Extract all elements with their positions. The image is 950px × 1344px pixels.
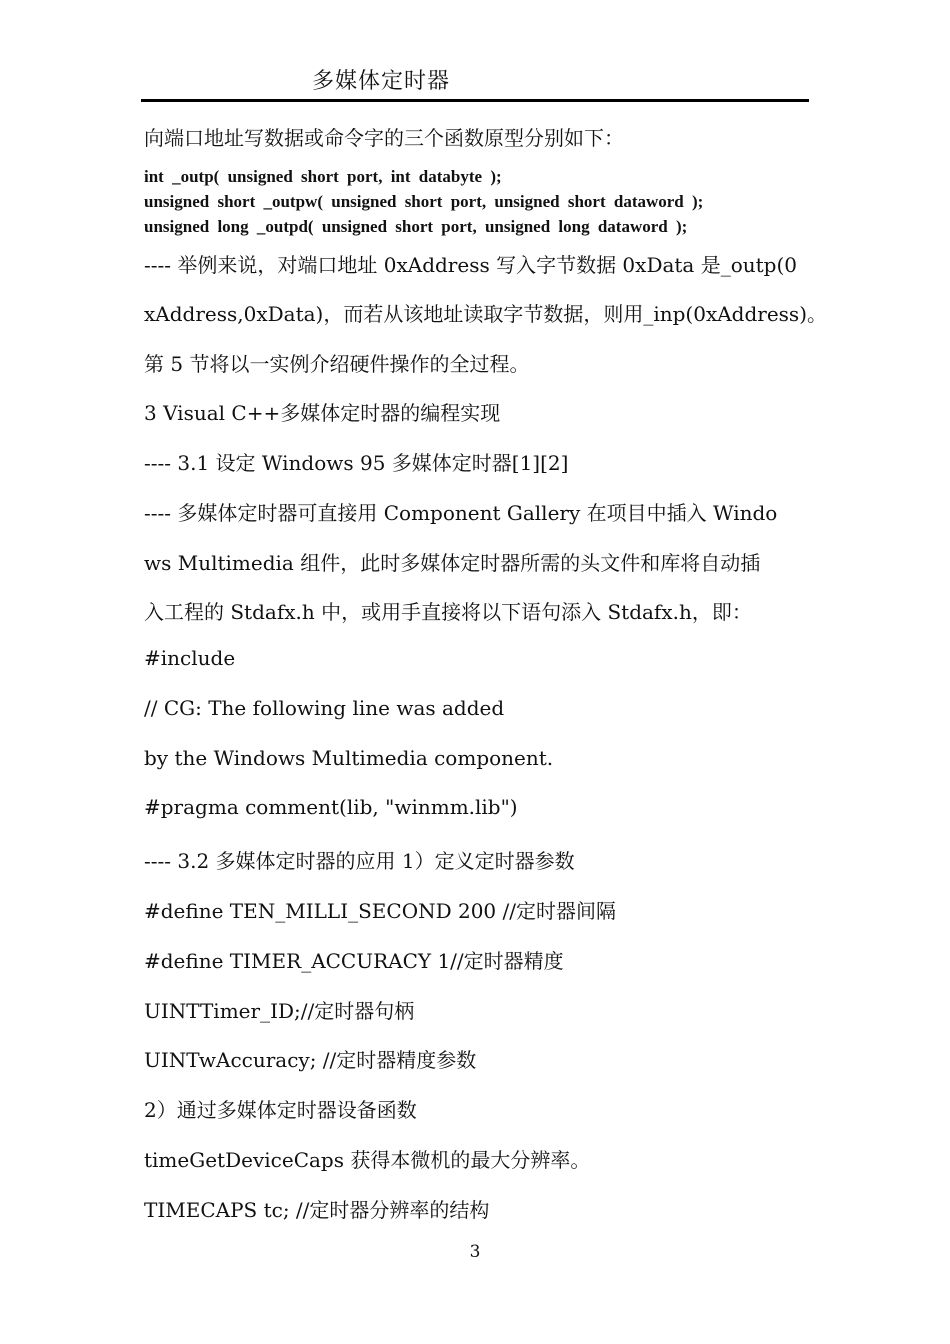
- code-pragma: #pragma comment(lib, "winmm.lib"): [144, 795, 518, 819]
- body-line: 向端口地址写数据或命令字的三个函数原型分别如下：: [144, 126, 624, 150]
- subsection-heading: ---- 3.2 多媒体定时器的应用 1）定义定时器参数: [144, 849, 575, 873]
- body-line: ---- 举例来说，对端口地址 0xAddress 写入字节数据 0xData 是_outp(0: [144, 253, 798, 277]
- body-line: ---- 多媒体定时器可直接用 Component Gallery 在项目中插入 Windo: [144, 501, 778, 525]
- code-declaration: UINTTimer_ID;//定时器句柄: [144, 999, 415, 1023]
- code-declaration: TIMECAPS tc; //定时器分辨率的结构: [144, 1198, 490, 1222]
- body-line: 入工程的 Stdafx.h 中，或用手直接将以下语句添入 Stdafx.h，即：: [144, 600, 752, 624]
- body-line: 2）通过多媒体定时器设备函数: [144, 1098, 417, 1122]
- body-line: 第 5 节将以一实例介绍硬件操作的全过程。: [144, 352, 530, 376]
- body-line: xAddress,0xData)，而若从该地址读取字节数据，则用_inp(0xAddress)。: [144, 302, 827, 326]
- header-rule: [141, 99, 809, 102]
- code-comment: // CG: The following line was added: [144, 696, 505, 720]
- code-comment: by the Windows Multimedia component.: [144, 746, 554, 770]
- code-define: #define TEN_MILLI_SECOND 200 //定时器间隔: [144, 899, 616, 923]
- code-line-outpd: unsigned long _outpd( unsigned short port, unsigned long dataword );: [144, 217, 688, 236]
- code-line-outpw: unsigned short _outpw( unsigned short port, unsigned short dataword );: [144, 192, 704, 211]
- page-header-title: 多媒体定时器: [312, 69, 451, 94]
- page-number: 3: [469, 1242, 481, 1262]
- code-include: #include: [144, 646, 236, 670]
- body-line: ws Multimedia 组件，此时多媒体定时器所需的头文件和库将自动插: [144, 551, 761, 575]
- code-define: #define TIMER_ACCURACY 1//定时器精度: [144, 949, 564, 973]
- code-line-outp: int _outp( unsigned short port, int databyte );: [144, 167, 502, 186]
- code-declaration: UINTwAccuracy; //定时器精度参数: [144, 1048, 477, 1072]
- body-line: timeGetDeviceCaps 获得本微机的最大分辨率。: [144, 1148, 591, 1172]
- subsection-heading: ---- 3.1 设定 Windows 95 多媒体定时器[1][2]: [144, 451, 569, 475]
- section-heading: 3 Visual C++多媒体定时器的编程实现: [144, 401, 501, 425]
